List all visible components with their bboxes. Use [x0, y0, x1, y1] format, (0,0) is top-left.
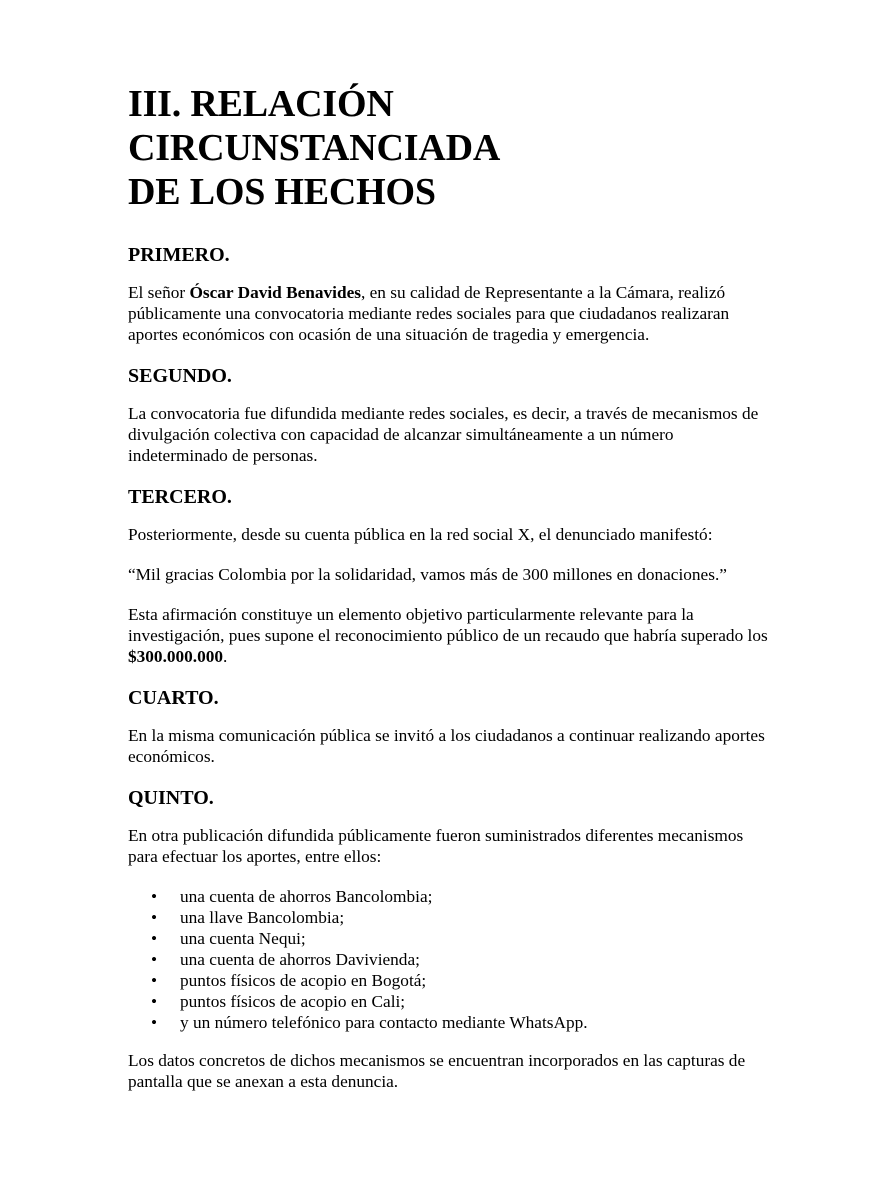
list-item: [128, 886, 768, 907]
bullet-icon: •: [151, 929, 158, 948]
list-item-text: una cuenta de ahorros Davivienda;: [180, 950, 420, 969]
bullet-icon: •: [151, 908, 158, 927]
page-title-line-2: DE LOS HECHOS: [128, 171, 436, 213]
section-cuarto: [128, 686, 768, 767]
list-item: [128, 928, 768, 949]
mechanisms-list: [128, 886, 768, 1033]
bullet-icon: •: [151, 992, 158, 1011]
section-heading-quinto: QUINTO.: [128, 787, 214, 809]
paragraph-primero: [128, 282, 768, 345]
section-quinto: [128, 786, 768, 1092]
bullet-icon: •: [151, 971, 158, 990]
list-item: [128, 991, 768, 1012]
paragraph-cuarto: En la misma comunicación pública se invitó a los ciudadanos a continuar realizando aportes económicos.: [128, 726, 765, 766]
paragraph-segundo: La convocatoria fue difundida mediante redes sociales, es decir, a través de mecanismos de divulgación colectiva con capacidad de alcanzar simultáneamente a un número indeterminado de personas.: [128, 404, 759, 465]
section-heading-segundo: SEGUNDO.: [128, 365, 232, 387]
list-item-text: una cuenta de ahorros Bancolombia;: [180, 887, 433, 906]
person-name: Óscar David Benavides: [189, 283, 361, 302]
paragraph-primero-post: , en su calidad de Representante a la Cámara, realizó públicamente una convocatoria mediante redes sociales para que ciudadanos realizaran aportes económicos con ocasión de una situación de tragedia y emergencia.: [128, 283, 730, 344]
bullet-icon: •: [151, 950, 158, 969]
document-page: [128, 82, 768, 1111]
list-item: [128, 949, 768, 970]
paragraph-tercero-2: [128, 604, 768, 667]
paragraph-tercero-2-pre: Esta afirmación constituye un elemento objetivo particularmente relevante para la investigación, pues supone el reconocimiento público de un recaudo que habría superado los: [128, 605, 768, 645]
page-title-line-1: III. RELACIÓN CIRCUNSTANCIADA: [128, 83, 501, 169]
quote-text: “Mil gracias Colombia por la solidaridad, vamos más de 300 millones en donaciones.”: [128, 565, 727, 584]
paragraph-tercero-2-post: .: [223, 647, 228, 666]
amount-value: $300.000.000: [128, 647, 224, 666]
section-primero: [128, 243, 768, 345]
bullet-icon: •: [151, 1013, 158, 1032]
section-segundo: [128, 364, 768, 466]
list-item-text: puntos físicos de acopio en Cali;: [180, 992, 406, 1011]
list-item-text: puntos físicos de acopio en Bogotá;: [180, 971, 427, 990]
list-item-text: una cuenta Nequi;: [180, 929, 306, 948]
paragraph-primero-pre: El señor: [128, 283, 190, 302]
paragraph-quinto-closing: Los datos concretos de dichos mecanismos se encuentran incorporados en las capturas de pantalla que se anexan a esta denuncia.: [128, 1051, 746, 1091]
bullet-icon: •: [151, 887, 158, 906]
list-item-text: una llave Bancolombia;: [180, 908, 345, 927]
page-title: [128, 82, 768, 214]
section-heading-cuarto: CUARTO.: [128, 687, 219, 709]
paragraph-quinto: En otra publicación difundida públicamente fueron suministrados diferentes mecanismos para efectuar los aportes, entre ellos:: [128, 826, 744, 866]
list-item: [128, 907, 768, 928]
list-item-text: y un número telefónico para contacto mediante WhatsApp.: [180, 1013, 588, 1032]
paragraph-tercero-1: Posteriormente, desde su cuenta pública en la red social X, el denunciado manifestó:: [128, 525, 713, 544]
section-heading-tercero: TERCERO.: [128, 486, 232, 508]
section-heading-primero: PRIMERO.: [128, 244, 230, 266]
list-item: [128, 970, 768, 991]
list-item: [128, 1012, 768, 1033]
section-tercero: [128, 485, 768, 667]
